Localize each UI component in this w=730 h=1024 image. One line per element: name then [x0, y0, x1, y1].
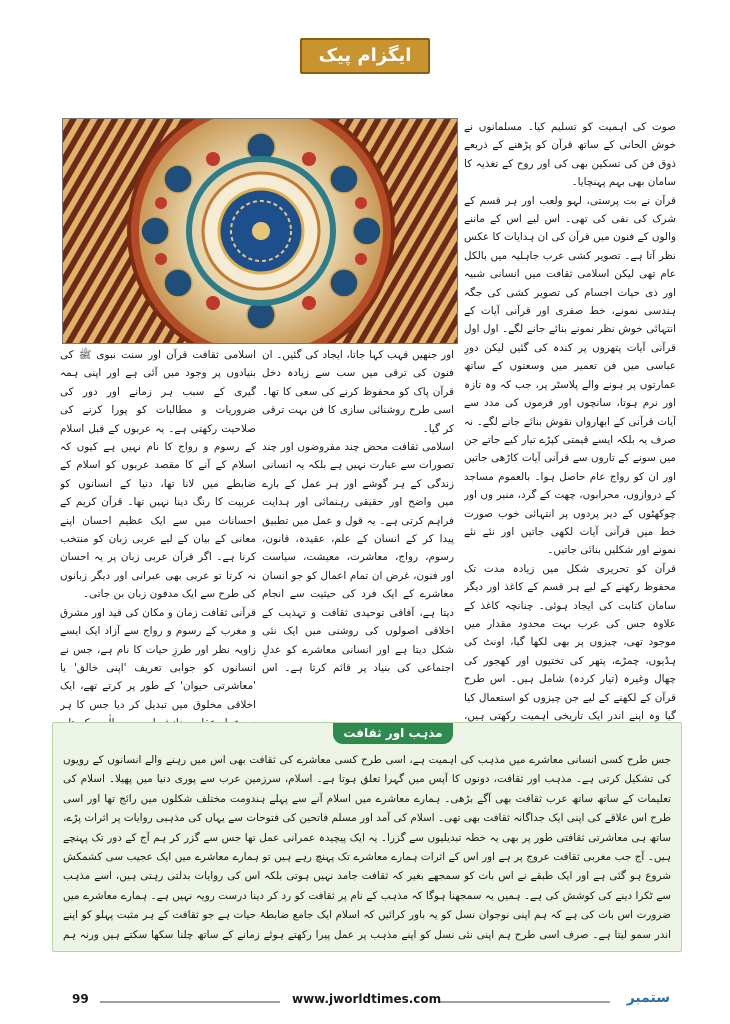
box-text: جس طرح کسی انسانی معاشرے میں مذہب کی اہمیت ہے، اسی طرح کسی معاشرے کی ثقافت بھی اس میں رہنے والے انسانوں کے رویوں کی تشکیل کرتی ہے۔ مذہب اور ثقافت، دونوں کا آپس میں گہرا تعلق ہوتا ہے۔ اسلام، سرزمین عرب سے پوری دنیا میں پھیلا۔ اسلام کی تعلیمات کے ساتھ ساتھ عرب ثقافت بھی آگے بڑھی۔ ہمارے معاشرے میں اسلام آنے سے پہلے ہندومت مختلف شکلوں میں رائج تھا اور اسی طرح اس علاقے کی اپنی ایک جداگانہ ثقافت بھی تھی۔ اسلام کی آمد اور مسلم فاتحین کی فتوحات سے یہاں کی مذہبی روایات پر اثرات پڑے، ساتھ ہی معاشرتی ثقافتی طور پر بھی یہ خطہ تبدیلیوں سے گزرا۔ یہ ایک پیچیدہ عمرانی عمل تھا جس سے گزر کر ہم آج کے دور تک پہنچے ہیں۔ آج جب مغربی ثقافت عروج پر ہے اور اس کے اثرات ہمارے معاشرے تک پہنچ رہے ہیں تو ہمارے معاشرے میں ایک عجیب سی کشمکش شروع ہو گئی ہے اور ایک طبقے نے اس بات کو سمجھے بغیر کہ ثقافت جامد نہیں ہوتی بلکہ اس کی روایات بدلتی رہتی ہیں، اسے مذہب سے ٹکرا دینے کی کوشش کی ہے۔ ہمیں یہ سمجھنا ہوگا کہ مذہب کے نام پر ثقافت کو رد کر دینا درست رویہ نہیں ہے۔ ہمارے معاشرے میں ضرورت اس بات کی ہے کہ ہم اپنی نوجوان نسل کو یہ باور کرائیں کہ اسلام ایک جامع ضابطۂ حیات ہے جو ثقافت کے ہر مثبت پہلو کو اپنے اندر سمو لیتا ہے۔ صرف اسی طرح ہم اپنی نئی نسل کو اپنے مذہب پر عمل پیرا رکھتے ہوئے زمانے کے ساتھ چلنا سکھا سکتے ہیں ورنہ ہم	[63, 754, 671, 941]
article-column-right	[464, 118, 676, 728]
page-footer	[40, 990, 690, 1014]
website-url[interactable]: www.jworldtimes.com	[292, 992, 442, 1006]
section-title-banner: ایگزام پیک	[300, 38, 430, 74]
issue-month: ستمبر	[626, 990, 670, 1006]
article-paragraph: قرآن نے بت پرستی، لہو ولعب اور ہر قسم کے شرک کی نفی کی تھی۔ اس لیے اس کے ماننے والوں کے فنون میں قرآن کی ان ہدایات کا عکس نظر آتا ہے۔ تصویر کشی عرب جاہلیہ میں بالکل عام تھی لیکن اسلامی ثقافت میں انسانی شبیہ اور ذی حیات اجسام کی تصویر کشی کی جگہ ہندسی نمونے، خط صفری اور قرآنی آیات کے انتہائی خوش نظر نمونے بنائے جانے لگے۔ اول اول قرآنی آیات پتھروں پر کندہ کی گئیں لیکن دورِ عباسی میں فن تعمیر میں وسعتوں کے ساتھ عمارتوں پر ہونے والے پلاسٹر پر، جب کہ وہ تازہ اور نرم ہوتا، سانچوں اور فرموں کی مدد سے آیات قرآنی کے ابھارواں نقوش بنائے جانے لگے۔ نہ صرف یہ بلکہ ایسے قیمتی کپڑے تیار کیے جاتے جن میں سونے کے تاروں سے قرآنی آیات کاڑھی جاتیں اور ان کو رواج عام حاصل ہوا۔ بالعموم مساجد کے دروازوں، محرابوں، چھت کے گرد، منبر وں اور چوکھٹوں کے دیر پردوں پر انتہائی خوب صورت خط میں قرآنی آیات لکھی جاتیں اور نئے نئے نمونے اور شکلیں بنائی جاتیں۔	[464, 194, 676, 557]
article-paragraph: اسلامی ثقافت محض چند مفروضوں اور چند تصورات سے عبارت نہیں ہے بلکہ یہ انسانی زندگی کے ہر گوشے اور ہر عمل کے بارے میں واضح اور حقیقی رہنمائی اور ہدایت فراہم کرتی ہے۔ یہ قول و عمل میں تطبیق پیدا کر کے انسان کے علم، عقیدہ، قانون، رسوم، رواج، معاشرت، معیشت، سیاست اور فنون، غرض ان تمام اعمال کو جو انسان معاشرے کے ایک فرد کی حیثیت سے انجام دیتا ہے، آفاقی توحیدی ثقافت و تہذیب کے اخلاقی اصولوں کی روشنی میں ایک نئی شکل دیتا ہے اور انسانی معاشرے کو عدلِ اجتماعی کی بنیاد پر قائم کرتا ہے۔ اس	[262, 441, 454, 674]
article-paragraph: قرآنی ثقافت زمان و مکان کی قید اور مشرق و مغرب کے رسوم و رواج سے آزاد ایک ایسے زاویہ نظر اور طرزِ حیات کا نام ہے، جس نے انسانوں کو جوابی تعریف 'اپنی خالق' یا 'معاشرتی حیوان' کے طور پر کرتے تھے، ایک اخلاقی مخلوق میں تبدیل کر دیا جس کا ہر	[60, 606, 256, 711]
article-column-middle	[262, 346, 454, 676]
box-title: مذہب اور ثقافت	[333, 722, 453, 744]
article-paragraph: صوت کی اہمیت کو تسلیم کیا۔ مسلمانوں نے خوش الحانی کے ساتھ قرآن کو پڑھنے کے ذریعے ذوق فن کی تسکین بھی کی اور روح کے تغذیہ کا سامان بھی بہم پہنچایا۔	[464, 121, 676, 189]
mosque-dome-photo	[62, 118, 458, 344]
footer-rule-right	[440, 1001, 610, 1003]
article-column-left	[60, 346, 256, 726]
article-paragraph: اور جنھیں قہب کہا جاتا، ایجاد کی گئیں۔ ان فنون کی ترقی میں سب سے زیادہ دخل قرآن پاک کو محفوظ کرنے کی سعی کا تھا۔ اسی طرح روشنائی سازی کا فن بہت ترقی کر گیا۔	[262, 349, 454, 435]
page-number: 99	[72, 992, 89, 1006]
sidebar-box-religion-culture	[52, 722, 682, 952]
article-paragraph: قرآن کو تحریری شکل میں زیادہ مدت تک محفوظ رکھنے کے لیے ہر قسم کے کاغذ اور دیگر سامان کتابت کی ایجاد ہوئی۔ چنانچہ کاغذ کے علاوہ جس کی عرب بہت محدود مقدار میں موجود تھی، چیزوں پر بھی لکھا گیا، اونٹ کی ہڈیوں، چمڑے، پتھر کی تختیوں اور کھجور کی چھال وغیرہ (تیار کردہ) شامل ہیں۔ اس طرح قرآن کے لکھنے کے لیے جن چیزوں کو استعمال کیا گیا وہ اپنے اندر ایک تاریخی اہمیت رکھتی ہیں،	[464, 562, 676, 722]
article-paragraph: اسلامی ثقافت قرآن اور سنت نبوی ﷺ کی بنیادوں پر وجود میں آئی ہے اور اپنی ہمہ گیری کے سبب ہر زمانے اور دور کی ضروریات و مطالبات کو پورا کرنے کی صلاحیت رکھتی ہے۔ یہ عربوں کے قبل اسلام کے رسوم و رواج کا نام نہیں ہے کیوں کہ اسلام کے آنے کا مقصد عربوں کو اسلام کے ضابطے میں لانا تھا، دنیا کے انسانوں کو عربیت کا رنگ دینا نہیں تھا۔ قرآن کریم کے احسانات میں سے ایک عظیم احسان اپنے معانی کے بیان کے لیے عربی زبان کو منتخب کرنا ہے۔ اگر قرآن عربی زبان پر یہ احسان نہ کرتا تو عربی بھی عبرانی اور دیگر زبانوں کی طرح سے ایک مدفون زبان بن جاتی۔	[60, 349, 256, 601]
footer-rule-left	[100, 1001, 280, 1003]
